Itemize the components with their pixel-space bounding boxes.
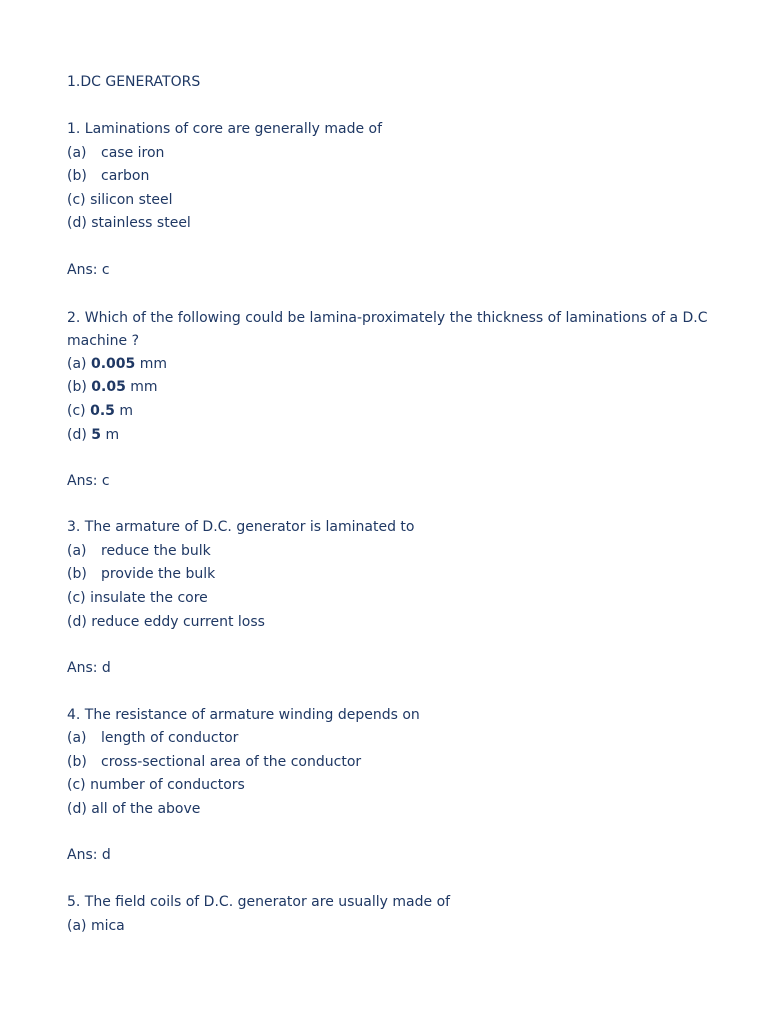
option-value: 0.5 bbox=[90, 403, 115, 419]
option-text: cross-sectional area of the conductor bbox=[101, 754, 362, 770]
option-text: carbon bbox=[101, 168, 150, 184]
question-3-text: 3. The armature of D.C. generator is laminated to bbox=[67, 519, 415, 535]
question-2-text: 2. Which of the following could be lamina-proximately the thickness of laminations of a D.C machine ? bbox=[67, 310, 708, 349]
question-1-answer: Ans: c bbox=[67, 262, 110, 278]
option-unit: mm bbox=[135, 356, 167, 372]
question-3-answer: Ans: d bbox=[67, 660, 111, 676]
question-2-option-a bbox=[67, 355, 167, 373]
option-unit: mm bbox=[125, 379, 158, 395]
question-2-answer: Ans: c bbox=[67, 473, 110, 489]
option-label: (a) bbox=[67, 356, 91, 372]
question-2-option-b bbox=[67, 378, 158, 396]
question-1-text: 1. Laminations of core are generally made of bbox=[67, 121, 383, 137]
option-label: (b) bbox=[67, 754, 87, 770]
option-text: provide the bulk bbox=[101, 566, 216, 582]
question-3-option-c: (c) insulate the core bbox=[67, 590, 208, 606]
option-value: 5 bbox=[91, 427, 102, 443]
option-value: 0.05 bbox=[91, 379, 126, 395]
option-text: length of conductor bbox=[101, 730, 239, 746]
option-label: (b) bbox=[67, 379, 92, 395]
option-label: (a) bbox=[67, 543, 87, 559]
option-label: (b) bbox=[67, 566, 87, 582]
option-label: (b) bbox=[67, 168, 87, 184]
question-1-option-a bbox=[67, 144, 164, 162]
question-2-option-c bbox=[67, 402, 133, 420]
question-4-option-c: (c) number of conductors bbox=[67, 777, 245, 793]
option-label: (a) bbox=[67, 145, 87, 161]
option-unit: m bbox=[114, 403, 133, 419]
question-4-option-b bbox=[67, 753, 361, 771]
question-1-option-c: (c) silicon steel bbox=[67, 192, 173, 208]
question-4-text: 4. The resistance of armature winding depends on bbox=[67, 707, 420, 723]
question-4-option-d: (d) all of the above bbox=[67, 801, 201, 817]
question-3-option-b bbox=[67, 565, 215, 583]
option-text: reduce the bulk bbox=[101, 543, 211, 559]
document-heading: 1.DC GENERATORS bbox=[67, 74, 201, 90]
option-label: (d) bbox=[67, 427, 92, 443]
option-label: (c) bbox=[67, 403, 91, 419]
question-4-option-a bbox=[67, 729, 238, 747]
option-label: (a) bbox=[67, 730, 87, 746]
question-3-option-d: (d) reduce eddy current loss bbox=[67, 614, 265, 630]
question-3-option-a bbox=[67, 542, 211, 560]
question-5-text: 5. The field coils of D.C. generator are usually made of bbox=[67, 894, 451, 910]
question-2-option-d bbox=[67, 426, 119, 444]
question-5-option-a: (a) mica bbox=[67, 918, 125, 934]
question-1-option-b bbox=[67, 167, 149, 185]
question-4-answer: Ans: d bbox=[67, 847, 111, 863]
option-text: case iron bbox=[101, 145, 165, 161]
option-value: 0.005 bbox=[90, 356, 136, 372]
option-unit: m bbox=[101, 427, 120, 443]
question-1-option-d: (d) stainless steel bbox=[67, 215, 191, 231]
